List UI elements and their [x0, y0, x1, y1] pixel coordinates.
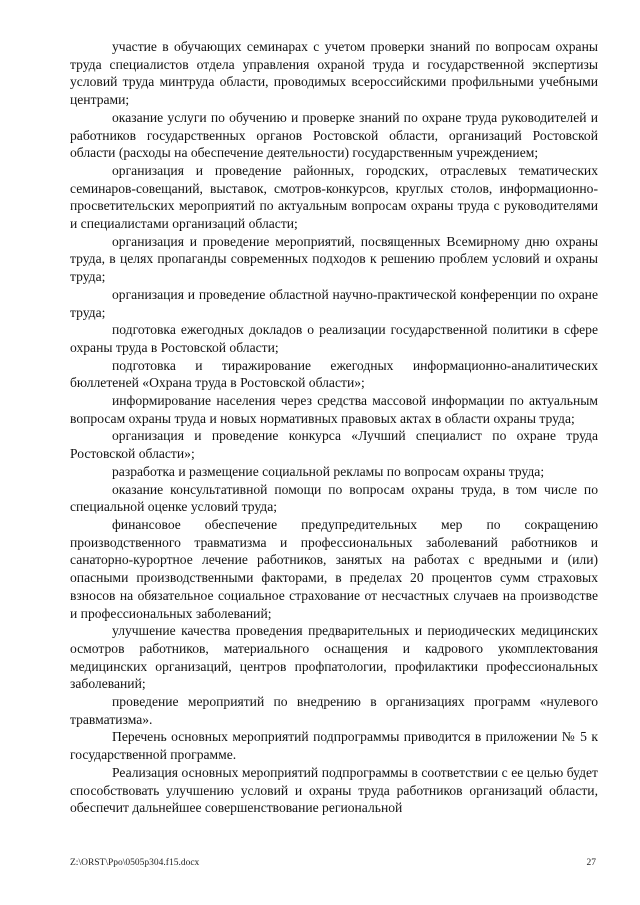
paragraph: подготовка и тиражирование ежегодных информационно-аналитических бюллетеней «Охрана труда в Ростовской области»; — [70, 357, 598, 391]
footer-page-number: 27 — [586, 858, 596, 868]
footer-file-path: Z:\ORST\Ppo\0505p304.f15.docx — [70, 858, 200, 868]
paragraph: организация и проведение областной научно-практической конференции по охране труда; — [70, 286, 598, 320]
paragraph: Реализация основных мероприятий подпрограммы в соответствии с ее целью будет способствовать улучшению условий и охраны труда работников организаций области, обеспечит дальнейшее совершенствование региональной — [70, 764, 598, 816]
paragraph: финансовое обеспечение предупредительных мер по сокращению производственного травматизма и профессиональных заболеваний работников и санаторно-курортное лечение работников, занятых на работах с вредными и (или) опасными производственными факторами, в пределах 20 процентов сумм страховых взносов на обязательное социальное страхование от несчастных случаев на производстве и профессиональных заболеваний; — [70, 516, 598, 621]
paragraph: проведение мероприятий по внедрению в организациях программ «нулевого травматизма». — [70, 694, 598, 727]
paragraph: Перечень основных мероприятий подпрограммы приводится в приложении № 5 к государственной программе. — [70, 729, 598, 763]
paragraph: организация и проведение конкурса «Лучший специалист по охране труда Ростовской области»; — [70, 428, 598, 462]
paragraph: оказание консультативной помощи по вопросам охраны труда, в том числе по специальной оценке условий труда; — [70, 481, 598, 515]
paragraph: разработка и размещение социальной рекламы по вопросам охраны труда; — [112, 463, 545, 479]
paragraph: оказание услуги по обучению и проверке знаний по охране труда руководителей и работников государственных органов Ростовской области, организаций Ростовской области (расходы на обеспечение деятельности) государственным учреждением; — [70, 109, 598, 161]
document-body — [70, 38, 598, 817]
paragraph: участие в обучающих семинарах с учетом проверки знаний по вопросам охраны труда специалистов отдела управления охраной труда и государственной экспертизы условий труда минтруда области, проводимых всероссийскими профильными учебными центрами; — [70, 39, 598, 108]
paragraph: подготовка ежегодных докладов о реализации государственной политики в сфере охраны труда в Ростовской области; — [70, 322, 598, 355]
paragraph: организация и проведение районных, городских, отраслевых тематических семинаров-совещаний, выставок, смотров-конкурсов, круглых столов, информационно-просветительских мероприятий по актуальным вопросам охраны труда с руководителями и специалистами организаций области; — [70, 162, 598, 232]
paragraph: информирование населения через средства массовой информации по актуальным вопросам охраны труда и новых нормативных правовых актах в области охраны труда; — [70, 393, 598, 426]
paragraph: организация и проведение мероприятий, посвященных Всемирному дню охраны труда, в целях пропаганды современных подходов к решению проблем условий и охраны труда; — [70, 233, 598, 285]
paragraph: улучшение качества проведения предварительных и периодических медицинских осмотров работников, материального оснащения и кадрового укомплектования медицинских организаций, центров профпатологии, профилактики профессиональных заболеваний; — [70, 623, 598, 692]
